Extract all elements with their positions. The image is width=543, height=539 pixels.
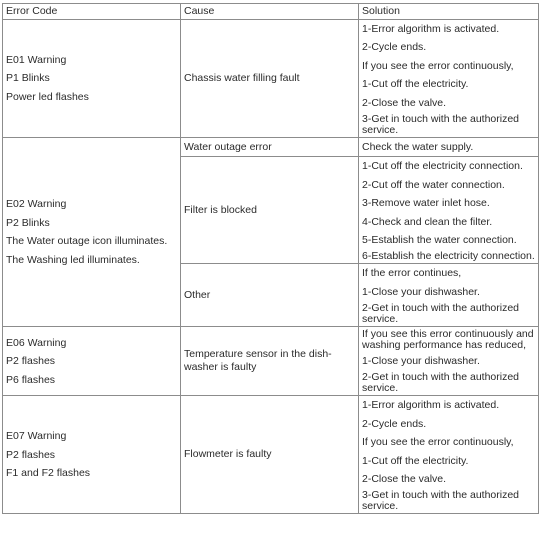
table-row — [3, 396, 539, 514]
solution-cell — [359, 264, 539, 327]
solution-line: 1-Close your dishwasher. — [362, 285, 480, 298]
error-code-cell — [3, 20, 181, 138]
error-code-line: P2 flashes — [6, 448, 56, 461]
solution-line: 1-Error algorithm is activated. — [362, 23, 500, 35]
solution-line: Check the water supply. — [362, 140, 474, 153]
cause-cell: Flowmeter is faulty — [181, 396, 359, 514]
error-code-cell — [3, 327, 181, 396]
error-code-cell — [3, 137, 181, 326]
solution-line: 1-Cut off the electricity. — [362, 78, 469, 91]
solution-cell — [359, 137, 539, 156]
error-code-line: Power led flashes — [6, 90, 89, 103]
cause-cell: Chassis water filling fault — [181, 20, 359, 138]
solution-line: 3-Get in touch with the authorized service. — [362, 112, 520, 136]
solution-line: If you see the error continuously, — [362, 436, 514, 449]
table-row — [3, 327, 539, 396]
header-error-code: Error Code — [3, 4, 181, 20]
error-code-line: P2 flashes — [6, 355, 56, 368]
solution-line: 6-Establish the electricity connection. — [362, 250, 535, 263]
solution-line: 2-Get in touch with the authorized service. — [362, 302, 520, 326]
cause-cell: Water outage error — [181, 137, 359, 156]
error-code-line: E06 Warning — [6, 336, 67, 349]
solution-line: If you see the error continuously, — [362, 59, 514, 72]
error-code-line: E07 Warning — [6, 430, 67, 443]
solution-cell — [359, 327, 539, 396]
header-solution: Solution — [359, 4, 539, 20]
solution-line: 1-Cut off the electricity connection. — [362, 160, 523, 173]
solution-line: If you see this error continuously and washing performance has reduced, — [362, 328, 534, 352]
header-cause: Cause — [181, 4, 359, 20]
error-code-line: The Water outage icon illuminates. — [6, 235, 168, 248]
solution-line: 1-Close your dishwasher. — [362, 355, 480, 368]
solution-line: If the error continues, — [362, 267, 462, 280]
error-code-line: P1 Blinks — [6, 72, 50, 85]
error-code-line: E02 Warning — [6, 198, 67, 211]
solution-line: 1-Error algorithm is activated. — [362, 399, 500, 412]
solution-line: 3-Remove water inlet hose. — [362, 197, 490, 210]
table-header-row — [3, 4, 539, 20]
error-code-line: P6 flashes — [6, 373, 56, 386]
error-code-line: The Washing led illuminates. — [6, 253, 140, 266]
solution-line: 2-Close the valve. — [362, 96, 447, 109]
cause-cell: Other — [181, 264, 359, 327]
error-code-line: P2 Blinks — [6, 216, 50, 229]
solution-cell — [359, 396, 539, 514]
solution-line: 4-Check and clean the filter. — [362, 215, 493, 228]
solution-line: 2-Close the valve. — [362, 473, 447, 486]
table-row — [3, 20, 539, 138]
solution-line: 5-Establish the water connection. — [362, 233, 517, 246]
solution-cell — [359, 157, 539, 264]
table-body — [3, 20, 539, 514]
cause-cell: Filter is blocked — [181, 157, 359, 264]
solution-line: 1-Cut off the electricity. — [362, 454, 469, 467]
solution-line: 3-Get in touch with the authorized service. — [362, 489, 520, 513]
solution-line: 2-Cycle ends. — [362, 417, 427, 430]
error-code-cell — [3, 396, 181, 514]
cause-cell: Temperature sensor in the dish-washer is faulty — [181, 327, 359, 396]
table-row — [3, 137, 539, 156]
error-code-table — [2, 3, 539, 514]
error-code-line: F1 and F2 flashes — [6, 467, 91, 480]
error-code-line: E01 Warning — [6, 53, 67, 66]
solution-line: 2-Get in touch with the authorized service. — [362, 371, 520, 395]
solution-cell — [359, 20, 539, 138]
solution-line: 2-Cycle ends. — [362, 41, 427, 54]
solution-line: 2-Cut off the water connection. — [362, 178, 505, 191]
